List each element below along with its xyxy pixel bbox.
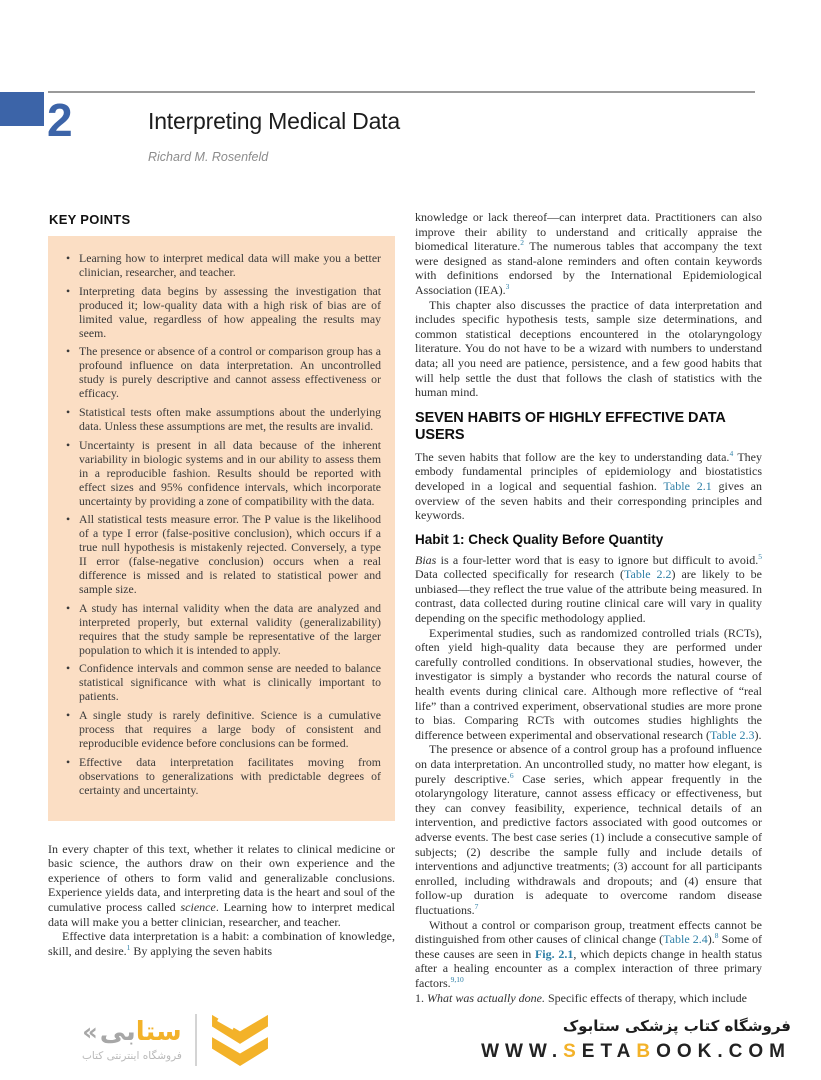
footer-divider: [195, 1014, 197, 1066]
paragraph: [415, 553, 762, 626]
paragraph: [415, 742, 762, 917]
section-heading: SEVEN HABITS OF HIGHLY EFFECTIVE DATA USERS: [415, 409, 726, 443]
numbered-list-item: [415, 991, 762, 1006]
key-point-item: • Uncertainty is present in all data because of the inherent variability in biologic systems and in our ability to assess them in a reproducible fashion. Results should be reported with effect sizes and 95% confidence intervals, which incorporate uncertainty by providing a zone of compatibility with the data.: [66, 439, 381, 509]
text-segment: B: [636, 1040, 657, 1062]
reference-superscript[interactable]: 7: [474, 901, 479, 911]
text-segment: knowledge or lack thereof—can interpret data. Practitioners can also improve their ability to understand and critically appraise the biomedical literature.: [415, 210, 762, 254]
text-segment: ).: [754, 727, 762, 742]
text-segment: 1.: [415, 990, 427, 1005]
reference-superscript[interactable]: 3: [505, 281, 510, 291]
brand-text: [82, 1017, 182, 1047]
guillemet-arrow-icon: «: [82, 1018, 98, 1046]
chapter-number: 2: [47, 94, 73, 146]
text-segment: gives an overview of the seven habits and their corresponding principles and keywords.: [415, 478, 762, 523]
text-segment: Case series, which appear frequently in the otolaryngology literature, cannot assess efficacy or effectiveness, but they can convey feasibility, experience, technical details of an intervention, and predictive factors associated with good outcomes or adverse events. The best case series (1) include a consecutive sample of subjects; (2) describe the sample fully and include details of interventions and adjunctive treatments; (3) account for all participants enrolled, including withdrawals and dropouts; and (4) ensure that follow-up duration is adequate to overcome random disease fluctuations.: [415, 771, 762, 917]
paragraph: [415, 210, 762, 298]
key-points-heading: KEY POINTS: [49, 212, 131, 227]
paragraph: [48, 929, 395, 958]
chapter-author: Richard M. Rosenfeld: [148, 150, 269, 164]
paragraph: [415, 626, 762, 743]
reference-superscript[interactable]: 9,10: [450, 974, 464, 984]
text-segment: ) are likely to be unbiased—they reflect the true value of the attribute being measured. In contrast, data collected during routine clinical care will vary in quality depending on the specific methodology applied.: [415, 567, 762, 626]
paragraph: [48, 842, 395, 930]
key-point-item: • Statistical tests often make assumptions about the underlying data. Unless these assumptions are met, the results are invalid.: [66, 406, 381, 434]
reference-superscript[interactable]: 8: [714, 931, 719, 941]
store-name: فروشگاه کتاب پزشکی ستابوک: [562, 1016, 791, 1035]
text-segment: By applying the seven habits: [130, 943, 273, 958]
key-point-item: • A study has internal validity when the data are analyzed and interpreted properly, but external validity (generalizability) requires that the study sample be representative of the larger population to which it is intended to apply.: [66, 602, 381, 658]
left-column: [48, 210, 395, 1005]
text-segment: They embody fundamental principles of epidemiology and biostatistics developed in a logical and sequential fashion.: [415, 449, 762, 493]
cross-reference-link[interactable]: Table 2.2: [624, 567, 672, 582]
setabook-logo[interactable]: [82, 1013, 270, 1067]
subsection-heading: Habit 1: Check Quality Before Quantity: [415, 531, 664, 547]
text-segment: The numerous tables that accompany the text were designed as stand-alone reminders and often contain keywords with definitions endorsed by the International Epidemiological Association (IEA).: [415, 239, 762, 297]
reference-superscript[interactable]: 6: [509, 770, 514, 780]
right-column: [415, 210, 762, 1005]
text-segment: Specific effects of therapy, which include: [544, 990, 747, 1005]
key-point-item: • The presence or absence of a control or comparison group has a profound influence on data interpretation. An uncontrolled study is purely descriptive and cannot assess effectiveness or efficacy.: [66, 345, 381, 401]
header-rule: [48, 91, 755, 93]
text-segment: ).: [707, 932, 715, 947]
reference-superscript[interactable]: 1: [126, 942, 131, 952]
text-segment: science: [180, 900, 216, 914]
paragraph: [415, 450, 762, 523]
key-points-list: [66, 252, 381, 798]
text-segment: Bias: [415, 552, 437, 567]
text-segment: Experimental studies, such as randomized controlled trials (RCTs), often yield high-quality data because they are performed under carefully controlled conditions. In observational studies, however, the investigator is simply a bystander who records the natural course of health events during clinical care. Although more reflective of “real life” than a contrived experiment, observational studies are more prone to bias. Comparing RCTs with outcomes studies highlights the difference between experimental and observational research (: [415, 625, 762, 742]
text-segment: Data collected specifically for research (: [415, 567, 625, 582]
website-link[interactable]: [481, 1041, 791, 1063]
key-points-box: [48, 236, 395, 821]
key-point-item: • Learning how to interpret medical data will make you a better clinician, researcher, and teacher.: [66, 252, 381, 280]
text-segment: . Learning how to interpret medical data will make you a better clinician, researcher, and teacher.: [48, 900, 395, 929]
brand-wordmark: [82, 1017, 182, 1062]
text-segment: ETA: [581, 1040, 637, 1062]
brand-yellow-part: ستا: [135, 1017, 182, 1047]
cross-reference-link[interactable]: Table 2.4: [663, 932, 708, 947]
text-segment: In every chapter of this text, whether it relates to clinical medicine or basic science, the authors draw on their own experience and the experience of others to form valid and generalizable conclusions. Experience yields data, and interpreting data is the heart and soul of the cumulative process called: [48, 841, 395, 914]
footer-store-info: [481, 1017, 791, 1063]
chapter-accent-square: [0, 92, 44, 126]
key-point-item: • A single study is rarely definitive. Science is a cumulative process that requires a large body of consistent and reproducible evidence before conclusions can be formed.: [66, 709, 381, 751]
reference-superscript[interactable]: 2: [520, 238, 524, 248]
text-segment: is a four-letter word that is easy to ignore but difficult to avoid.: [436, 552, 759, 567]
text-segment: What was actually done.: [427, 990, 545, 1005]
cross-reference-link[interactable]: Fig. 2.1: [534, 946, 574, 961]
cross-reference-link[interactable]: Table 2.3: [709, 727, 755, 742]
text-segment: OOK.COM: [656, 1040, 791, 1062]
key-point-item: • All statistical tests measure error. The P value is the likelihood of a type I error (false-positive conclusion), which occurs if a true null hypothesis is mistakenly rejected. Conversely, a type II error (false-negative conclusion) occurs when a real difference is missed and is related to statistical power and sample size.: [66, 513, 381, 596]
text-segment: Some of these causes are seen in: [415, 932, 762, 961]
chapter-title: Interpreting Medical Data: [148, 108, 400, 134]
chevron-emblem-icon: [210, 1013, 270, 1067]
brand-gray-part: بی: [99, 1017, 136, 1047]
page-content: [48, 210, 762, 1005]
text-segment: S: [563, 1040, 582, 1062]
text-segment: The presence or absence of a control group has a profound influence on data interpretation. An uncontrolled study, no matter how elegant, is purely descriptive.: [415, 742, 762, 786]
paragraph: [415, 298, 762, 400]
brand-tagline: فروشگاه اینترنتی کتاب: [82, 1050, 182, 1062]
text-segment: WWW.: [481, 1040, 564, 1062]
reference-superscript[interactable]: 4: [729, 448, 734, 458]
key-point-item: • Confidence intervals and common sense are needed to balance statistical significance with what is clinically important to patients.: [66, 662, 381, 704]
watermark-footer: [0, 1005, 821, 1080]
text-segment: Without a control or comparison group, treatment effects cannot be distinguished from other causes of clinical change (: [415, 917, 762, 947]
key-point-item: • Effective data interpretation facilitates moving from observations to generalizations with predictable degrees of certainty and uncertainty.: [66, 756, 381, 798]
text-segment: This chapter also discusses the practice of data interpretation and includes specific hypothesis tests, sample size determinations, and common statistical deceptions encountered in the otolaryngology literature. You do not have to be a wizard with numbers to understand data; all you need are patience, persistence, and a few good habits that will help settle the dust that follows the clash of statistics with the human mind.: [415, 297, 762, 400]
paragraph: [415, 918, 762, 991]
reference-superscript[interactable]: 5: [758, 551, 762, 561]
key-point-item: • Interpreting data begins by assessing the investigation that produced it; low-quality data with a high risk of bias are of limited value, regardless of how appealing the results may seem.: [66, 285, 381, 341]
cross-reference-link[interactable]: Table 2.1: [663, 478, 712, 493]
text-segment: Effective data interpretation is a habit: a combination of knowledge, skill, and desire.: [48, 929, 395, 958]
text-segment: The seven habits that follow are the key to understanding data.: [415, 449, 730, 464]
text-segment: , which depicts change in health status after a healing encounter as a complex interaction of three primary factors.: [415, 946, 762, 990]
